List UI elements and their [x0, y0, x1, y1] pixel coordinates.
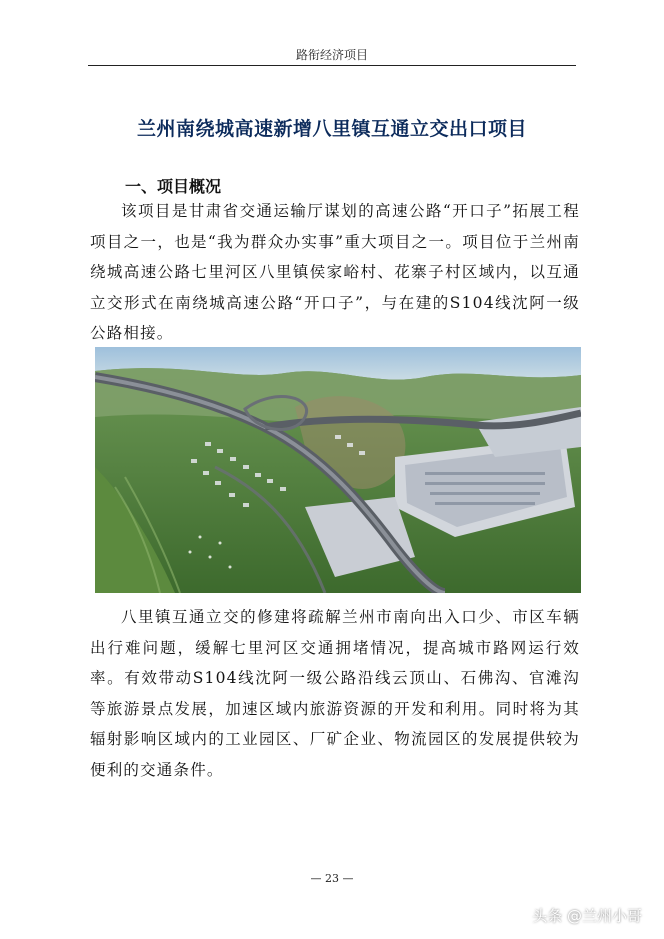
aerial-landscape-illustration	[95, 347, 581, 593]
page-number: — 23 —	[310, 872, 354, 885]
paragraph-overview	[90, 196, 580, 349]
header-divider	[88, 65, 576, 66]
interchange-rendering-image	[95, 347, 581, 593]
paragraph-benefits	[90, 602, 580, 785]
watermark: 头条 @兰州小哥	[532, 907, 642, 925]
document-title: 兰州南绕城高速新增八里镇互通立交出口项目	[136, 118, 527, 140]
page-header: 路衔经济项目	[295, 48, 368, 62]
paragraph-text: 该项目是甘肃省交通运输厅谋划的高速公路“开口子”拓展工程项目之一，也是“我为群众办实事”重大项目之一。项目位于兰州南绕城高速公路七里河区八里镇侯家峪村、花寨子村区域内，以互通立交形式在南绕城高速公路“开口子”，与在建的S104线沈阿一级公路相接。	[90, 202, 580, 342]
paragraph-text: 八里镇互通立交的修建将疏解兰州市南向出入口少、市区车辆出行难问题，缓解七里河区交通拥堵情况，提高城市路网运行效率。有效带动S104线沈阿一级公路沿线云顶山、石佛沟、官滩沟等旅游景点发展，加速区域内旅游资源的开发和利用。同时将为其辐射影响区域内的工业园区、厂矿企业、物流园区的发展提供较为便利的交通条件。	[90, 608, 580, 779]
section-heading: 一、项目概况	[125, 177, 222, 196]
